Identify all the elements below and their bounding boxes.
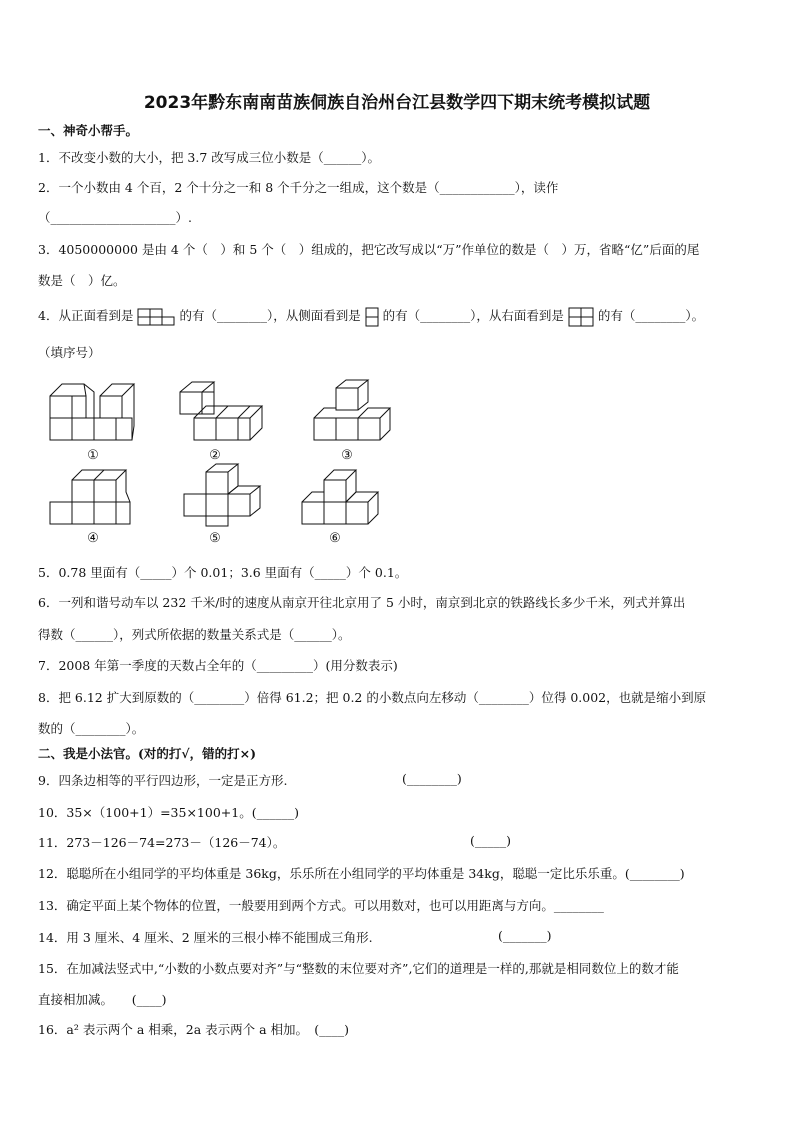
question-3-line-1: 3．4050000000 是由 4 个（ ）和 5 个（ ）组成的，把它改写成以“万”作单位的数是（ ）万，省略“亿”后面的尾 [38,242,700,257]
question-5: 5．0.78 里面有（_____）个 0.01；3.6 里面有（_____）个 0.1。 [38,565,408,580]
cube-figure-3 [306,378,406,444]
question-13: 13．确定平面上某个物体的位置，一般要用到两个方式。可以用数对，也可以用距离与方向。________ [38,898,604,913]
right-view-icon [568,307,594,327]
question-4 [38,306,704,327]
question-8-line-2: 数的（________）。 [38,721,145,736]
cube-figure-1 [42,378,142,444]
question-8-line-1: 8．把 6.12 扩大到原数的（________）倍得 61.2；把 0.2 的小数点向左移动（________）位得 0.002，也就是缩小到原 [38,690,707,705]
q4-part-4: 的有（________）。 [597,308,705,323]
question-1: 1．不改变小数的大小，把 3.7 改写成三位小数是（______）。 [38,150,381,165]
cube-figure-4 [42,462,142,528]
question-2-line-1: 2．一个小数由 4 个百，2 个十分之一和 8 个千分之一组成，这个数是（____________），读作 [38,180,559,195]
figure-label-2: ② [209,448,221,463]
question-16: 16．a² 表示两个 a 相乘，2a 表示两个 a 相加。 (____) [38,1022,350,1037]
figure-label-6: ⑥ [329,531,341,546]
question-15-line-1: 15．在加减法竖式中,“小数的小数点要对齐”与“整数的末位要对齐”,它们的道理是一样的,那就是相同数位上的数才能 [38,961,679,976]
cube-figure-6 [294,462,394,528]
cube-figure-2 [174,378,274,444]
question-14-blank: (_______) [498,928,552,943]
section-1-heading: 一、神奇小帮手。 [38,123,139,138]
q4-part-3: 的有（________），从右面看到是 [382,308,564,323]
question-6-line-1: 6．一列和谐号动车以 232 千米/时的速度从南京开往北京用了 5 小时，南京到北京的铁路线长多少千米，列式并算出 [38,595,686,610]
question-3-line-2: 数是（ ）亿。 [38,273,126,288]
question-15-line-2: 直接相加减。 (____) [38,992,167,1007]
q4-part-2: 的有（________），从侧面看到是 [179,308,361,323]
side-view-icon [365,307,379,327]
question-11: 11．273－126－74=273－（126－74）。 [38,835,286,850]
question-7: 7．2008 年第一季度的天数占全年的（_________）(用分数表示) [38,658,398,673]
section-2-heading: 二、我是小法官。(对的打√，错的打×) [38,746,257,761]
cube-figure-5 [174,462,274,528]
question-6-line-2: 得数（______），列式所依据的数量关系式是（______）。 [38,627,351,642]
question-10: 10．35×（100+1）=35×100+1。(______) [38,805,299,820]
figure-label-4: ④ [87,531,99,546]
question-14: 14．用 3 厘米、4 厘米、2 厘米的三根小棒不能围成三角形. [38,930,373,945]
figure-label-3: ③ [341,448,353,463]
question-2-line-2: （____________________）. [38,210,192,225]
figure-label-1: ① [87,448,99,463]
question-4-note: （填序号） [38,345,101,360]
question-11-blank: (_____) [470,833,512,848]
page-title: 2023年黔东南南苗族侗族自治州台江县数学四下期末统考模拟试题 [143,93,651,113]
question-12: 12．聪聪所在小组同学的平均体重是 36kg，乐乐所在小组同学的平均体重是 34kg，聪聪一定比乐乐重。(________) [38,866,685,881]
figure-label-5: ⑤ [209,531,221,546]
front-view-icon [137,308,175,326]
question-9-blank: (________) [402,771,462,786]
question-9: 9．四条边相等的平行四边形，一定是正方形. [38,773,288,788]
q4-part-1: 4．从正面看到是 [38,308,134,323]
